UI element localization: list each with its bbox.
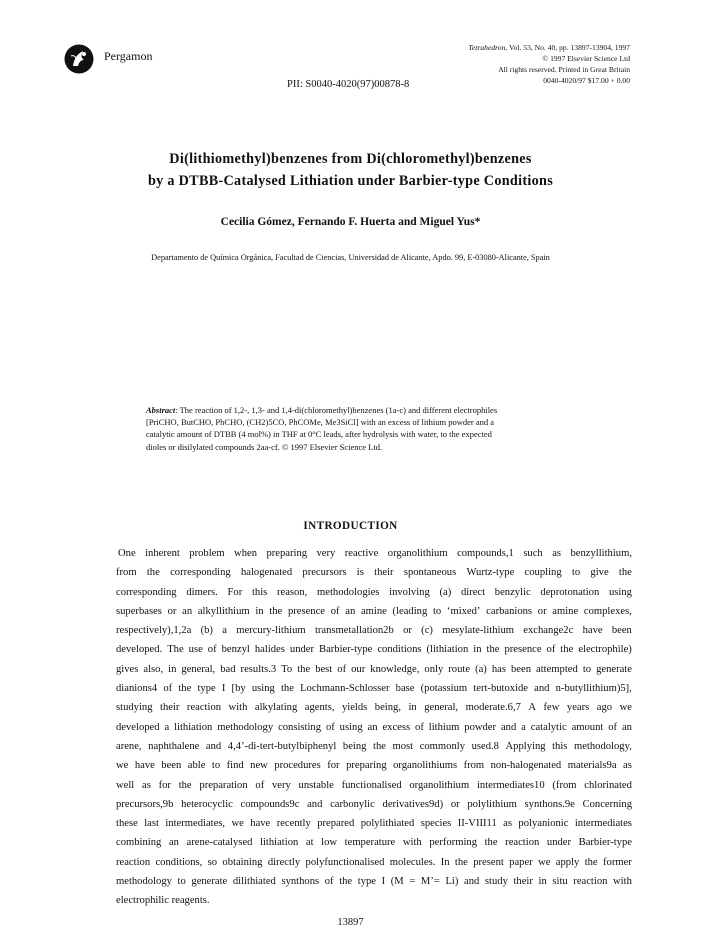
section-heading-introduction: INTRODUCTION	[303, 520, 398, 532]
article-title	[60, 148, 641, 192]
journal-name: Tetrahedron,	[468, 43, 508, 52]
issn-price: 0040-4020/97 $17.00 + 0.00	[543, 76, 630, 85]
affiliation: Departamento de Química Orgánica, Facultad de Ciencias, Universidad de Alicante, Apdo. 99, E-03080-Alicante, Spain	[151, 253, 550, 262]
pii-identifier: PII: S0040-4020(97)00878-8	[287, 79, 410, 90]
body-line: from the corresponding halogenated precursors is their spontaneous Wurtz-type coupling to give the	[116, 567, 632, 579]
body-line: arene, naphthalene and 4,4’-di-tert-butylbiphenyl being the most commonly used.8 Applying this methodology,	[116, 740, 632, 752]
body-line: developed a lithiation methodology consisting of using an excess of lithium powder and a catalytic amount of an	[116, 721, 632, 733]
body-line: dianions4 of the type I [by using the Lochmann-Schlosser base (potassium tert-butoxide and n-butyllithium)5],	[116, 683, 632, 695]
abstract-line: catalytic amount of DTBB (4 mol%) in THF at 0°C leads, after hydrolysis with water, to the expected	[146, 429, 492, 440]
body-line: precursors,9b heterocyclic compounds9c and carbonylic derivatives9d) or polylithium synthons.9e Concerning	[116, 798, 632, 810]
body-line: studying their reaction with alkylating agents, yields being, in general, moderate.6,7 A few years ago we	[116, 702, 632, 714]
page-number: 13897	[337, 917, 364, 928]
title-line: Di(lithiomethyl)benzenes from Di(chloromethyl)benzenes	[169, 151, 532, 167]
body-line: these last intermediates, we have recently prepared polylithiated species II-VIII11 as polyanionic intermediates	[116, 818, 632, 830]
body-line: combining an arene-catalysed lithiation at low temperature with performing the reaction under Barbier-type	[116, 837, 632, 849]
abstract	[146, 404, 560, 453]
journal-citation: Tetrahedron, Vol. 53, No. 40, pp. 13897-13904, 1997	[468, 43, 630, 52]
body-line: well as for the preparation of very unstable functionalised organolithium intermediates10 (from chlorinated	[116, 779, 632, 791]
authors: Cecilia Gómez, Fernando F. Huerta and Miguel Yus*	[220, 216, 481, 228]
body-line: electrophilic reagents.	[116, 895, 210, 907]
publisher-name: Pergamon	[104, 49, 153, 63]
body-line: One inherent problem when preparing very reactive organolithium compounds,1 such as benzyllithium,	[118, 548, 632, 559]
abstract-line: [PriCHO, ButCHO, PhCHO, (CH2)5CO, PhCOMe, Me3SiCl] with an excess of lithium powder and a	[146, 417, 495, 428]
body-line: superbases or an alkyllithium in the presence of an amine (leading to ‘mixed’ carbanions or amine complexes,	[116, 605, 632, 617]
body-line: we have been able to find new procedures for preparing organolithiums from non-halogenated materials9a as	[116, 760, 632, 772]
body-line: reaction conditions, so obtaining directly polyfunctionalised molecules. In the present paper we apply the former	[116, 856, 632, 868]
body-line: methodology to generate dilithiated synthons of the type I (M = M’= Li) and study their in situ reaction with	[116, 876, 632, 888]
introduction-body	[116, 544, 632, 911]
rights-line: All rights reserved. Printed in Great Britain	[498, 65, 630, 74]
body-line: developed. The use of benzyl halides under Barbier-type conditions (lithiation in the presence of the electrophile)	[116, 644, 632, 656]
body-line: gives also, in general, bad results.3 To the best of our knowledge, only route (a) has been attempted to generate	[116, 663, 632, 675]
pergamon-logo-icon	[64, 44, 94, 74]
body-line: corresponding dimers. For this reason, methodologies involving (a) direct benzylic deprotonation using	[116, 586, 632, 598]
abstract-line: Abstract: The reaction of 1,2-, 1,3- and 1,4-di(chloromethyl)benzenes (1a-c) and different electrophiles	[146, 405, 498, 415]
copyright-line: © 1997 Elsevier Science Ltd	[542, 54, 630, 63]
abstract-label: Abstract	[146, 405, 176, 415]
title-line: by a DTBB-Catalysed Lithiation under Barbier-type Conditions	[147, 173, 554, 189]
abstract-line: dioles or disilylated compounds 2aa-cf. © 1997 Elsevier Science Ltd.	[146, 441, 383, 452]
body-line: respectively),1,2a (b) a mercury-lithium transmetallation2b or (c) mesylate-lithium exchange2c have been	[116, 625, 632, 637]
